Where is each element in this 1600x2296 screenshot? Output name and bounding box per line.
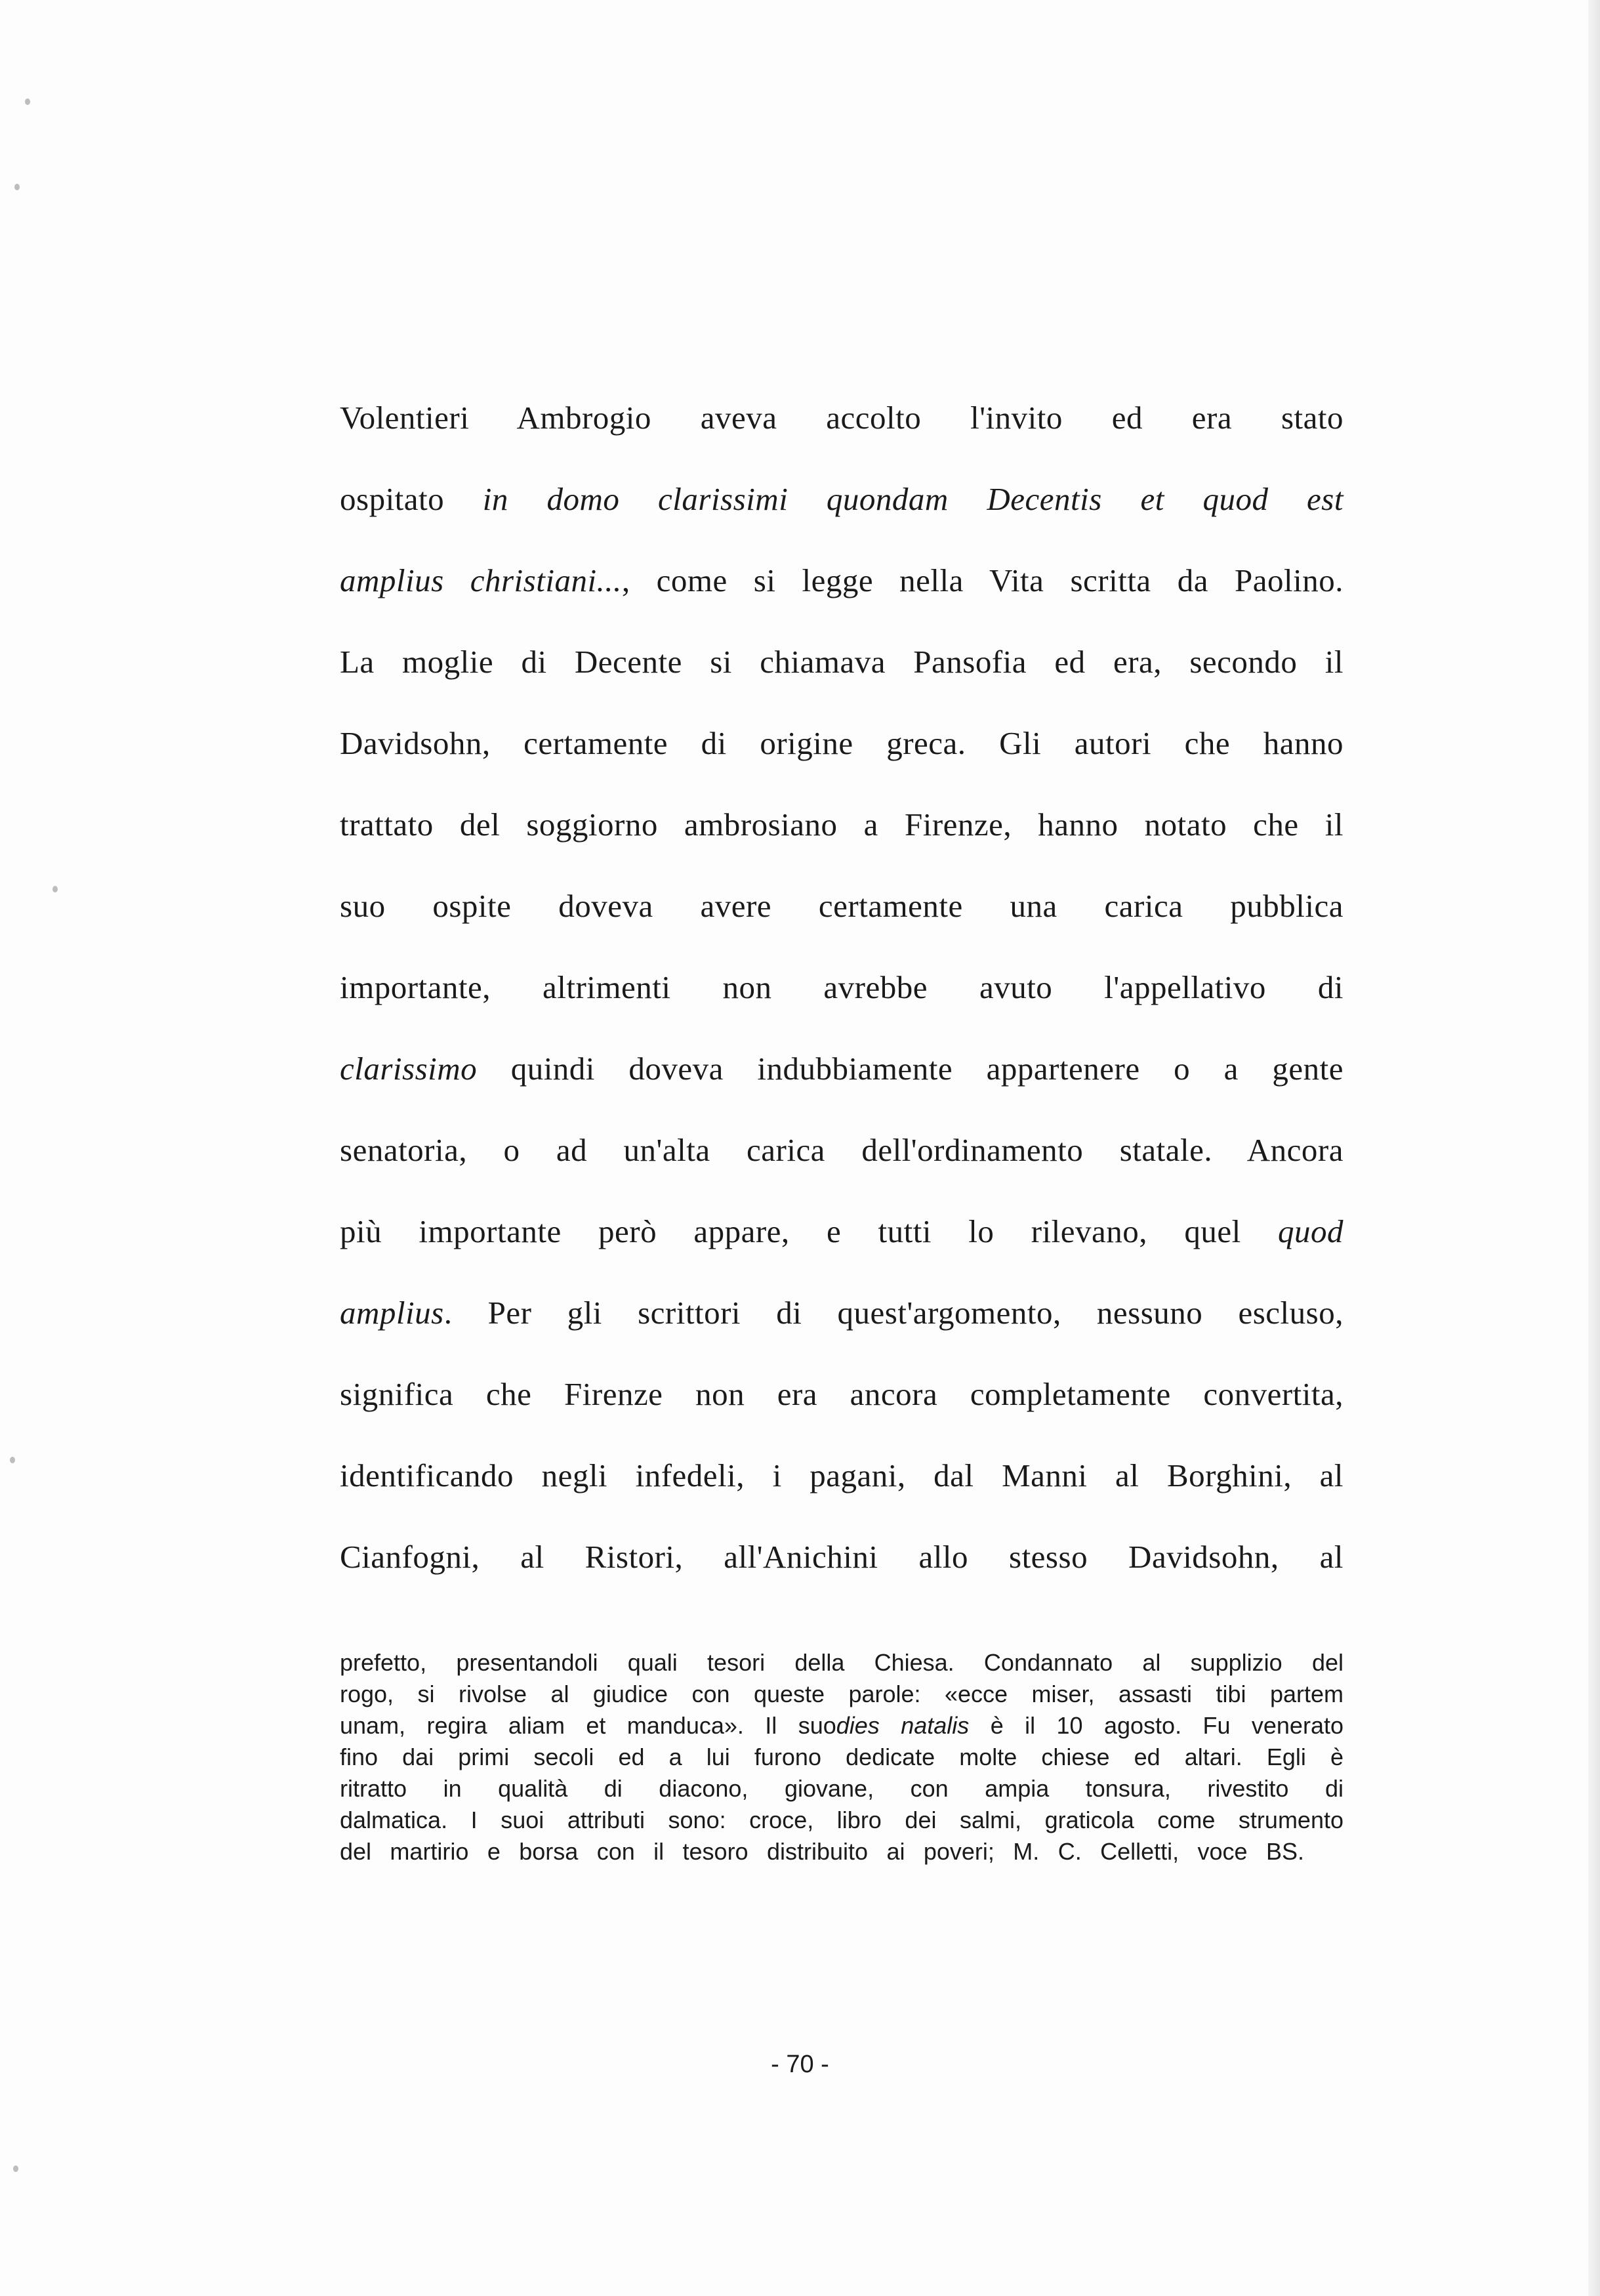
text-segment: ritratto in qualità di diacono, giovane, con ampia tonsura, rivestito di (340, 1775, 1344, 1802)
footnote-line (340, 1805, 1344, 1836)
italic-text: quod (1278, 1213, 1344, 1249)
text-segment: importante, altrimenti non avrebbe avuto l'appellativo di (340, 969, 1344, 1005)
body-text-line (340, 1110, 1344, 1191)
footnote-line (340, 1742, 1344, 1773)
scan-speck (14, 184, 20, 190)
footnote-line (340, 1710, 1344, 1742)
italic-text: amplius christiani... (340, 562, 622, 598)
italic-text: in domo clarissimi quondam Decentis et quod est (482, 481, 1344, 517)
body-text-line (340, 1354, 1344, 1435)
text-segment: quindi doveva indubbiamente appartenere o a gente (477, 1051, 1344, 1087)
body-text-line (340, 866, 1344, 947)
text-segment: unam, regira aliam et manduca». Il suo (340, 1712, 836, 1739)
text-segment: . Per gli scrittori di quest'argomento, nessuno escluso, (443, 1295, 1344, 1331)
text-segment: identificando negli infedeli, i pagani, dal Manni al Borghini, al (340, 1457, 1344, 1493)
text-segment: prefetto, presentandoli quali tesori della Chiesa. Condannato al supplizio del (340, 1649, 1344, 1676)
text-segment: ospitato (340, 481, 483, 517)
text-segment: Cianfogni, al Ristori, all'Anichini allo stesso Davidsohn, al (340, 1539, 1344, 1575)
text-segment: è il 10 agosto. Fu venerato (969, 1712, 1344, 1739)
footnote-line (340, 1773, 1344, 1805)
scan-speck (10, 1457, 15, 1463)
text-segment: significa che Firenze non era ancora completamente convertita, (340, 1376, 1344, 1412)
body-text-line (340, 377, 1344, 459)
footnote (340, 1647, 1344, 1868)
italic-text: dies natalis (836, 1712, 970, 1739)
text-segment: Volentieri Ambrogio aveva accolto l'invito ed era stato (340, 400, 1344, 436)
body-text-line (340, 947, 1344, 1028)
footnote-line (340, 1679, 1344, 1710)
text-segment: , come si legge nella Vita scritta da Paolino. (621, 562, 1344, 598)
body-text-line (340, 1435, 1344, 1516)
body-text-line (340, 459, 1344, 540)
body-text-line (340, 703, 1344, 784)
italic-text: amplius (340, 1295, 444, 1331)
body-text-line (340, 1516, 1344, 1598)
text-segment: La moglie di Decente si chiamava Pansofia ed era, secondo il (340, 644, 1344, 680)
body-text-line (340, 1191, 1344, 1272)
footnote-line (340, 1647, 1344, 1679)
scan-speck (52, 886, 58, 892)
body-text-line (340, 784, 1344, 866)
text-segment: suo ospite doveva avere certamente una carica pubblica (340, 888, 1344, 924)
body-text-line (340, 1028, 1344, 1110)
body-text-line (340, 621, 1344, 703)
page-edge-shadow (1588, 0, 1600, 2296)
text-segment: trattato del soggiorno ambrosiano a Firenze, hanno notato che il (340, 806, 1344, 843)
text-segment: rogo, si rivolse al giudice con queste parole: «ecce miser, assasti tibi partem (340, 1680, 1344, 1707)
scan-speck (13, 2165, 18, 2172)
text-segment: dalmatica. I suoi attributi sono: croce, libro dei salmi, graticola come strumento (340, 1806, 1344, 1833)
text-segment: del martirio e borsa con il tesoro distribuito ai poveri; M. C. Celletti, voce BS. (340, 1838, 1304, 1865)
text-segment: più importante però appare, e tutti lo rilevano, quel (340, 1213, 1278, 1249)
footnote-line (340, 1836, 1304, 1868)
body-text-line (340, 540, 1344, 621)
text-segment: Davidsohn, certamente di origine greca. Gli autori che hanno (340, 725, 1344, 761)
italic-text: clarissimo (340, 1051, 478, 1087)
scan-speck (25, 98, 30, 105)
text-segment: fino dai primi secoli ed a lui furono dedicate molte chiese ed altari. Egli è (340, 1743, 1344, 1770)
page-number: - 70 - (771, 2051, 829, 2078)
body-text-line (340, 1272, 1344, 1354)
text-segment: senatoria, o ad un'alta carica dell'ordinamento statale. Ancora (340, 1132, 1344, 1168)
main-paragraph (340, 377, 1344, 1598)
